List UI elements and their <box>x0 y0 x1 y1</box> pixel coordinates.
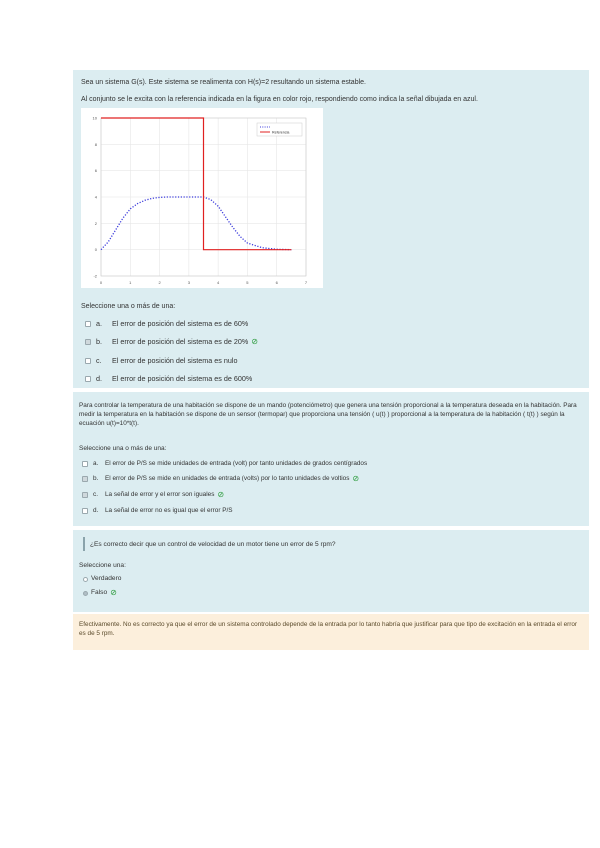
option-letter: a. <box>96 319 102 328</box>
option-text: La señal de error no es igual que el error P/S <box>105 507 233 514</box>
radio-button[interactable] <box>83 577 88 582</box>
x-tick-label: 1 <box>129 280 132 285</box>
q1-option-d[interactable] <box>85 374 252 384</box>
option-letter: c. <box>93 491 98 498</box>
radio-button[interactable] <box>83 591 88 596</box>
feedback-text: Efectivamente. No es correcto ya que el error de un sistema controlado depende de la entrada por lo tanto habría que justificar para que tipo de excitación en la entrada el error es de 5 rpm. <box>79 621 578 637</box>
option-letter: d. <box>93 507 99 514</box>
question-2-prompt: Seleccione una o más de una: <box>79 445 167 452</box>
q2-option-a[interactable] <box>82 459 367 469</box>
series-line-1 <box>101 118 291 250</box>
response-chart <box>81 108 323 288</box>
y-tick-label: 2 <box>94 220 97 226</box>
y-tick-label: 8 <box>94 141 97 147</box>
x-tick-label: 3 <box>187 280 190 285</box>
y-tick-label: 0 <box>94 247 97 253</box>
y-tick-label: -2 <box>93 273 97 279</box>
option-letter: a. <box>93 460 99 467</box>
y-tick-label: 10 <box>92 115 97 121</box>
question-3-prompt: Seleccione una: <box>79 562 126 569</box>
q2-option-b[interactable] <box>82 474 359 484</box>
checkbox[interactable] <box>82 492 88 498</box>
option-text: El error de posición del sistema es de 20% <box>112 337 249 346</box>
x-tick-label: 4 <box>217 280 220 285</box>
checkbox[interactable] <box>85 321 91 327</box>
question-quote-bar <box>83 537 85 551</box>
correct-check-icon: ⊘ <box>217 490 225 499</box>
q2-option-c[interactable] <box>82 490 224 500</box>
option-text: Verdadero <box>91 575 122 582</box>
option-text: El error de posición del sistema es de 600% <box>112 374 253 383</box>
x-tick-label: 0 <box>99 280 103 285</box>
y-tick-label: 6 <box>94 168 97 174</box>
correct-check-icon: ⊘ <box>110 588 117 597</box>
option-letter: c. <box>96 356 102 365</box>
q3-option-false[interactable] <box>83 588 117 598</box>
option-text: El error de posición del sistema es de 60% <box>112 319 249 328</box>
option-letter: d. <box>96 374 102 383</box>
option-letter: b. <box>96 337 102 346</box>
y-tick-label: 4 <box>94 194 97 200</box>
checkbox[interactable] <box>82 461 88 467</box>
option-text: La señal de error y el error son iguales <box>105 491 215 498</box>
x-tick-label: 6 <box>275 280 278 285</box>
question-1-line-1: Sea un sistema G(s). Este sistema se realimenta con H(s)=2 resultando un sistema estable. <box>81 79 366 86</box>
checkbox[interactable] <box>82 476 88 482</box>
option-text: El error de posición del sistema es nulo <box>112 356 238 365</box>
x-tick-label: 2 <box>158 280 161 285</box>
question-2-text: Para controlar la temperatura de una habitación se dispone de un mando (potenciómetro) que genera una tensión proporcional a la temperatura deseada en la habitación. Para medir la temperatura en la habitación se dispone de un sensor (termopar) que proporciona una tensión ( u(t) ) proporcional a la temperatura de la habitación ( t(t) ) según la ecuación u(t)=10*t(t). <box>79 402 577 427</box>
option-text: Falso <box>91 589 108 596</box>
q3-option-true[interactable] <box>83 574 121 584</box>
checkbox[interactable] <box>85 376 91 382</box>
question-3-text: ¿Es correcto decir que un control de velocidad de un motor tiene un error de 5 rpm? <box>90 541 336 548</box>
response-chart-svg <box>81 108 323 288</box>
question-1-prompt: Seleccione una o más de una: <box>81 303 176 310</box>
correct-check-icon: ⊘ <box>352 474 360 483</box>
option-text: El error de P/S se mide en unidades de entrada (volts) por lo tanto unidades de voltios <box>105 475 350 482</box>
correct-check-icon: ⊘ <box>251 337 258 346</box>
checkbox[interactable] <box>82 508 88 514</box>
q1-option-b[interactable] <box>85 337 258 347</box>
option-letter: b. <box>93 475 99 482</box>
question-1-line-2: Al conjunto se le excita con la referencia indicada en la figura en color rojo, respondiendo como indica la señal dibujada en azul. <box>81 96 478 103</box>
option-text: El error de P/S se mide unidades de entrada (volt) por tanto unidades de grados centígrados <box>105 460 368 467</box>
x-tick-label: 5 <box>246 280 249 285</box>
x-tick-label: 7 <box>304 280 308 285</box>
q1-option-c[interactable] <box>85 356 237 366</box>
checkbox[interactable] <box>85 358 91 364</box>
legend-label: Referencia <box>272 130 290 135</box>
q2-option-d[interactable] <box>82 506 233 516</box>
q1-option-a[interactable] <box>85 319 248 329</box>
checkbox[interactable] <box>85 339 91 345</box>
